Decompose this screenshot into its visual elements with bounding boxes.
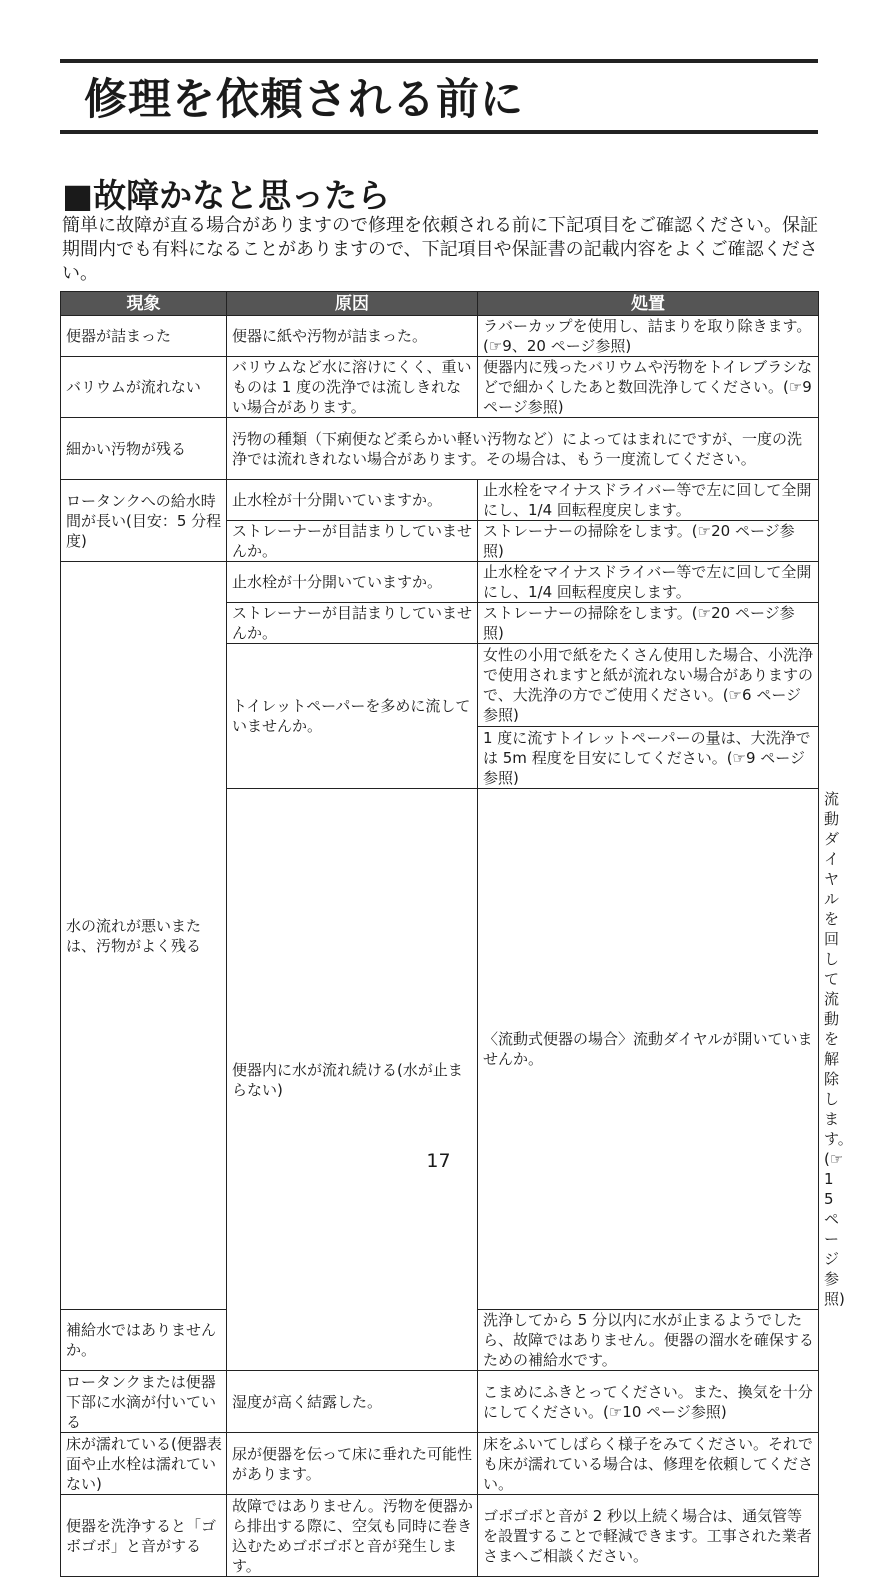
header-symptom: 現象	[61, 292, 227, 316]
cause-cell	[227, 562, 478, 603]
remedy-cell	[478, 1433, 819, 1495]
table-row	[61, 357, 819, 418]
table-row: 便器内に水が流れ続ける(水が止まらない) 〈流動式便器の場合〉流動ダイヤルが開いていませんか。 流動ダイヤルを回して流動を解除します。(☞15 ページ参照)	[61, 789, 819, 1310]
intro-paragraph: 簡単に故障が直る場合がありますので修理を依頼される前に下記項目をご確認ください。保証期間内でも有料になることがありますので、下記項目や保証書の記載内容をよくご確認ください。	[62, 215, 818, 284]
remedy-cell	[478, 480, 819, 521]
cause-cell	[227, 1495, 478, 1577]
remedy-text: ストレーナーの掃除をします。(☞20 ページ参照)	[483, 604, 795, 642]
section-heading: ■故障かなと思ったら	[62, 176, 391, 215]
cause-cell	[227, 1433, 478, 1495]
remedy-cell	[478, 1371, 819, 1433]
symptom-cell	[61, 1495, 227, 1577]
remedy-text: ストレーナーの掃除をします。(☞20 ページ参照)	[483, 522, 795, 560]
remedy-cell	[478, 521, 819, 562]
note-cell	[227, 418, 819, 480]
symptom-text: 細かい汚物が残る	[66, 439, 187, 458]
cause-text: 補給水ではありませんか。	[66, 1321, 217, 1359]
table-row	[61, 480, 819, 521]
note-text: 汚物の種類（下痢便など柔らかい軽い汚物など）によってはまれにですが、一度の洗浄では流れきれない場合があります。その場合は、もう一度流してください。	[232, 429, 803, 468]
cause-cell	[227, 521, 478, 562]
remedy-cell	[478, 1495, 819, 1577]
cause-cell	[61, 1310, 227, 1371]
cause-cell	[227, 480, 478, 521]
title-top-rule	[60, 59, 818, 63]
cause-cell	[227, 316, 478, 357]
cause-text: 故障ではありません。汚物を便器から排出する際に、空気も同時に巻き込むためゴボゴボと音が発生します。	[232, 1496, 473, 1575]
cause-cell	[227, 1371, 478, 1433]
symptom-cell	[61, 316, 227, 357]
symptom-cell	[61, 480, 227, 562]
title-bottom-rule	[60, 130, 818, 134]
symptom-cell	[61, 418, 227, 480]
remedy-text: 止水栓をマイナスドライバー等で左に回して全開にし、1/4 回転程度戻します。	[483, 563, 812, 601]
table-row	[61, 316, 819, 357]
table-row	[61, 1371, 819, 1433]
cause-text: 止水栓が十分開いていますか。	[232, 573, 443, 591]
symptom-text: ロータンクへの給水時間が長い(目安：5 分程度)	[66, 491, 222, 550]
cause-text: 尿が便器を伝って床に垂れた可能性があります。	[232, 1444, 473, 1483]
symptom-cell	[227, 789, 478, 1371]
symptom-cell	[61, 1371, 227, 1433]
cause-cell	[227, 357, 478, 418]
symptom-text: 便器が詰まった	[66, 327, 172, 345]
cause-text: バリウムなど水に溶けにくく、重いものは 1 度の洗浄では流しきれない場合があります。	[232, 358, 472, 416]
cause-text: 湿度が高く結露した。	[232, 1392, 383, 1411]
remedy-cell	[478, 644, 819, 727]
symptom-text: 水の流れが悪いまたは、汚物がよく残る	[66, 916, 202, 955]
remedy-cell	[478, 357, 819, 418]
remedy-cell	[478, 603, 819, 644]
header-cause: 原因	[227, 292, 478, 316]
symptom-text: 便器を洗浄すると「ゴボゴボ」と音がする	[66, 1516, 217, 1555]
table-row	[61, 562, 819, 603]
remedy-text: 洗浄してから 5 分以内に水が止まるようでしたら、故障ではありません。便器の溜水を確保するための補給水です。	[483, 1311, 814, 1369]
remedy-text: ゴボゴボと音が 2 秒以上続く場合は、通気管等を設置することで軽減できます。工事された業者さまへご相談ください。	[483, 1506, 812, 1565]
remedy-cell	[478, 562, 819, 603]
table-row	[61, 1495, 819, 1577]
cause-cell	[227, 644, 478, 789]
table-row	[61, 1433, 819, 1495]
cause-text: 〈流動式便器の場合〉流動ダイヤルが開いていませんか。	[483, 1030, 813, 1068]
remedy-cell	[478, 316, 819, 357]
symptom-text: ロータンクまたは便器下部に水滴が付いている	[66, 1372, 217, 1431]
page-title: 修理を依頼される前に	[84, 75, 524, 125]
remedy-text: ラバーカップを使用し、詰まりを取り除きます。(☞9、20 ページ参照)	[483, 317, 812, 355]
header-remedy: 処置	[478, 292, 819, 316]
page-number: 17	[426, 1150, 451, 1172]
symptom-text: 床が濡れている(便器表面や止水栓は濡れていない)	[66, 1434, 222, 1493]
table-row	[61, 418, 819, 480]
cause-text: 止水栓が十分開いていますか。	[232, 491, 443, 509]
cause-text: トイレットペーパーを多めに流していませんか。	[232, 697, 471, 735]
remedy-text: 女性の小用で紙をたくさん使用した場合、小洗浄で使用されますと紙が流れない場合がありますので、大洗浄の方でご使用ください。(☞6 ページ参照)	[483, 646, 814, 724]
remedy-text: 床をふいてしばらく様子をみてください。それでも床が濡れている場合は、修理を依頼してください。	[483, 1434, 814, 1493]
remedy-text: 便器内に残ったバリウムや汚物をトイレブラシなどで細かくしたあと数回洗浄してください。(☞9 ページ参照)	[483, 358, 813, 416]
symptom-text: 便器内に水が流れ続ける(水が止まらない)	[232, 1060, 463, 1099]
cause-text: ストレーナーが目詰まりしていませんか。	[232, 522, 473, 560]
cause-text: 便器に紙や汚物が詰まった。	[232, 327, 428, 345]
cause-cell	[478, 789, 819, 1310]
symptom-cell	[61, 1433, 227, 1495]
symptom-text: バリウムが流れない	[66, 378, 201, 396]
remedy-text: こまめにふきとってください。また、換気を十分にしてください。(☞10 ページ参照)	[483, 1382, 813, 1421]
remedy-text: 止水栓をマイナスドライバー等で左に回して全開にし、1/4 回転程度戻します。	[483, 481, 812, 519]
troubleshooting-table	[60, 291, 853, 1577]
cause-cell	[227, 603, 478, 644]
table-header-row	[61, 292, 819, 316]
remedy-cell	[478, 1310, 819, 1371]
symptom-cell	[61, 357, 227, 418]
remedy-text: 1 度に流すトイレットペーパーの量は、大洗浄では 5m 程度を目安にしてください。(☞9 ページ参照)	[483, 728, 811, 787]
symptom-cell	[61, 562, 227, 1310]
remedy-cell	[478, 727, 819, 789]
cause-text: ストレーナーが目詰まりしていませんか。	[232, 604, 473, 642]
